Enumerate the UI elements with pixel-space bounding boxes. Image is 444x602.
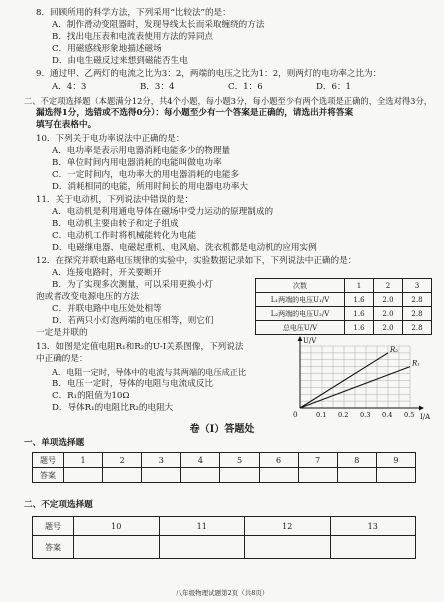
- answer-cell[interactable]: [330, 536, 416, 559]
- q10-option-b: B．单位时间内用电器消耗的电能叫做电功率: [52, 158, 222, 168]
- number-cell: 11: [159, 517, 245, 536]
- answer-label: 答案: [33, 536, 74, 559]
- table-cell: L₂两端的电压U₂/V: [256, 307, 345, 321]
- ui-graph: [282, 336, 432, 420]
- multi-choice-answer-table: [32, 516, 416, 559]
- table-cell: 总电压U/V: [256, 321, 345, 335]
- table-row: [33, 517, 416, 536]
- table-cell: 2.8: [403, 321, 432, 335]
- table-row: [33, 468, 416, 483]
- x-tick-label: 0.3: [360, 411, 371, 419]
- q9-option-b: B．3：4: [140, 82, 175, 92]
- table-cell: 2.8: [403, 293, 432, 307]
- table-cell: 1.6: [345, 293, 374, 307]
- table-header-cell: 1: [345, 279, 374, 293]
- y-axis-label: U/V: [303, 337, 317, 345]
- answer-cell[interactable]: [220, 468, 259, 483]
- number-cell: 13: [330, 517, 416, 536]
- table-row: [33, 536, 416, 559]
- answer-cell[interactable]: [103, 468, 142, 483]
- number-cell: 6: [259, 453, 298, 468]
- table-row: [256, 321, 432, 335]
- section2-instruction-3: 填写在表格中。: [36, 120, 97, 130]
- q13-option-b: B．电压一定时，导体的电阻与电流成反比: [52, 379, 214, 389]
- q9-option-d: D．6：1: [316, 82, 352, 92]
- number-cell: 1: [64, 453, 103, 468]
- q8-stem: 8．回顾所用的科学方法，下列采用“比较法”的是：: [36, 8, 231, 18]
- q10-stem: 10．下列关于电功率说法中正确的是：: [36, 134, 185, 144]
- q12-option-b-cont: 泡或者改变电源电压的方法: [36, 292, 140, 302]
- number-cell: 8: [337, 453, 376, 468]
- x-axis-arrow: [419, 406, 424, 411]
- q12-option-d: D．若两只小灯泡两端的电压相等，则它们: [52, 316, 214, 326]
- q10-option-c: C．一定时间内，电功率大的用电器消耗的电能多: [52, 170, 240, 180]
- table-header-cell: 2: [374, 279, 403, 293]
- q10-option-a: A．电功率是表示用电器消耗电能多少的物理量: [52, 146, 231, 156]
- q9-option-a: A．4：3: [52, 82, 87, 92]
- q10-option-d: D．消耗相同的电能，所用时间长的用电器电功率大: [52, 182, 248, 192]
- x-tick-label: 0.5: [404, 411, 415, 419]
- table-row: [256, 293, 432, 307]
- origin-label: 0: [293, 411, 298, 419]
- table-row: [256, 307, 432, 321]
- q9-option-c: C．1：6: [228, 82, 263, 92]
- q11-option-a: A．电动机是利用通电导体在磁场中受力运动的原理制成的: [52, 207, 274, 217]
- section2-instruction-2: 漏选得1分，选错或不选得0分）：每小题至少有一个答案是正确的，请选出并将答案: [36, 108, 354, 118]
- table-header-cell: 次数: [256, 279, 345, 293]
- answer-area-title: 卷（Ⅰ）答题处: [189, 424, 255, 435]
- series-label: R₂: [390, 345, 399, 354]
- q11-option-d: D．电磁继电器、电磁起重机、电风扇、洗衣机都是电动机的应用实例: [52, 243, 317, 253]
- number-cell: 5: [220, 453, 259, 468]
- q12-option-c: C．并联电路中电压处处相等: [52, 304, 162, 314]
- table-cell: 1.6: [345, 307, 374, 321]
- q8-option-b: B．找出电压表和电流表使用方法的异同点: [52, 32, 214, 42]
- answer-cell[interactable]: [64, 468, 103, 483]
- table-cell: L₁两端的电压U₁/V: [256, 293, 345, 307]
- answer-cell[interactable]: [337, 468, 376, 483]
- page-footer: 八年级物理试题第2页（共8页）: [175, 589, 269, 597]
- q13-stem-cont: 中正确的是：: [36, 354, 88, 364]
- answer-cell[interactable]: [142, 468, 181, 483]
- q11-option-c: C．电动机工作时将机械能转化为电能: [52, 231, 197, 241]
- x-tick-label: 0.1: [316, 411, 327, 419]
- answer-cell[interactable]: [259, 468, 298, 483]
- q12-option-b: B．为了实现多次测量，可以采用更换小灯: [52, 280, 214, 290]
- table-cell: 2.0: [374, 321, 403, 335]
- x-axis-label: I/A: [420, 413, 431, 420]
- y-axis-arrow: [298, 336, 303, 341]
- number-cell: 7: [298, 453, 337, 468]
- q12-option-a: A．连接电路时，开关要断开: [52, 268, 162, 278]
- q12-option-d-cont: 一定是并联的: [36, 328, 88, 338]
- series-label: R₁: [412, 359, 421, 368]
- x-tick-label: 0.4: [382, 411, 393, 419]
- header-label: 题号: [33, 517, 74, 536]
- table-header-cell: 3: [403, 279, 432, 293]
- q12-data-table: [255, 278, 432, 335]
- number-cell: 4: [181, 453, 220, 468]
- number-cell: 12: [245, 517, 331, 536]
- table-cell: 1.6: [345, 321, 374, 335]
- answer-cell[interactable]: [74, 536, 160, 559]
- number-cell: 10: [74, 517, 160, 536]
- answer-cell[interactable]: [181, 468, 220, 483]
- table-cell: 2.8: [403, 307, 432, 321]
- q8-option-d: D．由电生磁反过来想到磁能否生电: [52, 56, 188, 66]
- q13-option-c: C．R₁的阻值为10Ω: [52, 391, 130, 401]
- answer-cell[interactable]: [245, 536, 331, 559]
- q8-option-c: C．用磁感线形象地描述磁场: [52, 44, 162, 54]
- q9-stem: 9．通过甲、乙两灯的电流之比为3：2，两端的电压之比为1：2，则两灯的电功率之比为：: [36, 69, 382, 79]
- table-cell: 2.0: [374, 307, 403, 321]
- table-cell: 2.0: [374, 293, 403, 307]
- q12-stem: 12．在探究并联电路电压规律的实验中，实验数据记录如下，下列说法中正确的是：: [36, 256, 357, 266]
- q13-stem: 13．如图是定值电阻R₁和R₂的U-I关系图像，下列说法: [36, 342, 244, 352]
- number-cell: 9: [376, 453, 415, 468]
- table-row: [33, 453, 416, 468]
- q13-option-a: A．电阻一定时，导体中的电流与其两端的电压成正比: [52, 367, 247, 377]
- ans2-title: 二、不定项选择题: [24, 500, 93, 510]
- header-label: 题号: [33, 453, 64, 468]
- answer-cell[interactable]: [376, 468, 415, 483]
- q11-option-b: B．电动机主要由转子和定子组成: [52, 219, 179, 229]
- single-choice-answer-table: [32, 452, 416, 483]
- q13-option-d: D．导体R₁的电阻比R₂的电阻大: [52, 403, 174, 413]
- number-cell: 2: [103, 453, 142, 468]
- q11-stem: 11．关于电动机，下列说法中错误的是：: [36, 195, 194, 205]
- section2-instruction-1: 二、不定项选择题（本题满分12分，共4个小题，每小题3分，每小题至少有两个选项是正确的，全选对得3分，: [24, 96, 433, 106]
- answer-label: 答案: [33, 468, 64, 483]
- x-tick-label: 0.2: [338, 411, 349, 419]
- answer-cell[interactable]: [159, 536, 245, 559]
- ans1-title: 一、单项选择题: [24, 438, 85, 448]
- answer-cell[interactable]: [298, 468, 337, 483]
- number-cell: 3: [142, 453, 181, 468]
- q8-option-a: A．制作滑动变阻器时，发现导线太长而采取缠绕的方法: [52, 20, 265, 30]
